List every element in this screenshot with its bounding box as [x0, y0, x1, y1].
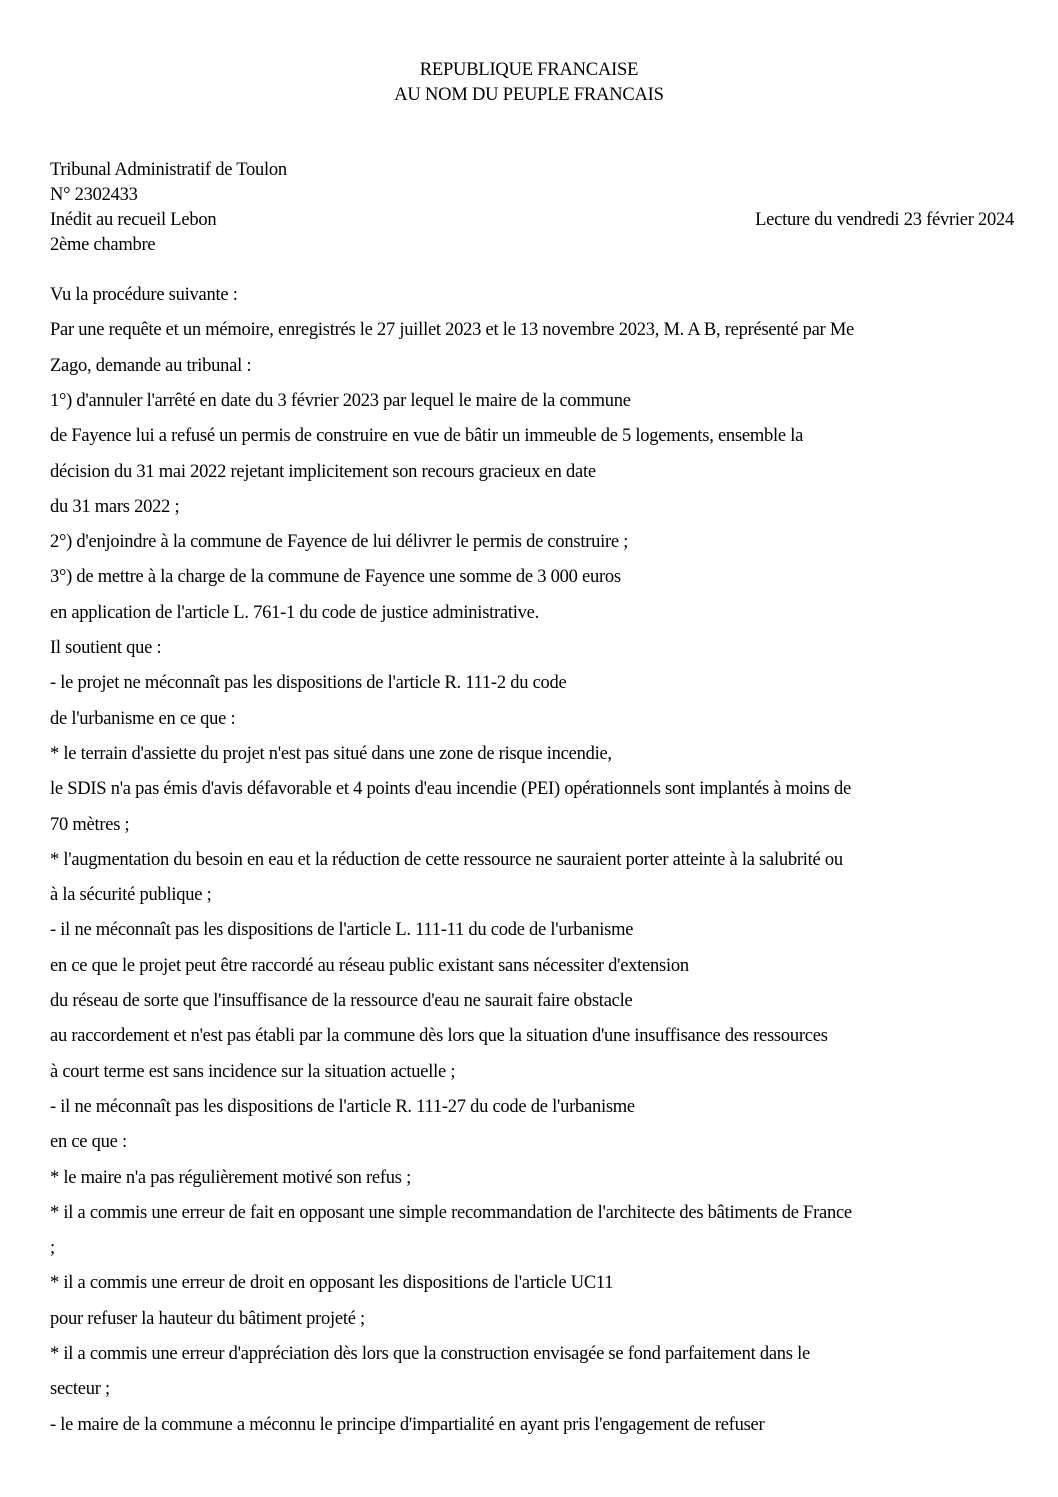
body-line: le SDIS n'a pas émis d'avis défavorable et 4 points d'eau incendie (PEI) opérationnels sont implantés à moins de — [50, 779, 851, 799]
body-line: 70 mètres ; — [50, 815, 130, 835]
body-line: de Fayence lui a refusé un permis de construire en vue de bâtir un immeuble de 5 logements, ensemble la — [50, 426, 804, 446]
body-line: à court terme est sans incidence sur la situation actuelle ; — [50, 1062, 456, 1082]
body-line: - le maire de la commune a méconnu le principe d'impartialité en ayant pris l'engagement de refuser — [50, 1415, 765, 1435]
body-line: 1°) d'annuler l'arrêté en date du 3 février 2023 par lequel le maire de la commune — [50, 391, 631, 411]
body-line: à la sécurité publique ; — [50, 885, 212, 905]
body-line: en application de l'article L. 761-1 du code de justice administrative. — [50, 603, 540, 623]
header-republique: REPUBLIQUE FRANCAISE — [419, 60, 639, 80]
body-line: du 31 mars 2022 ; — [50, 497, 180, 517]
body-line: 2°) d'enjoindre à la commune de Fayence de lui délivrer le permis de construire ; — [50, 532, 629, 552]
court-name: Tribunal Administratif de Toulon — [50, 160, 287, 180]
body-line: * il a commis une erreur de droit en opposant les dispositions de l'article UC11 — [50, 1273, 614, 1293]
body-line: * le maire n'a pas régulièrement motivé son refus ; — [50, 1168, 411, 1188]
body-line: Il soutient que : — [50, 638, 162, 658]
body-line: 3°) de mettre à la charge de la commune de Fayence une somme de 3 000 euros — [50, 567, 621, 587]
reading-date: Lecture du vendredi 23 février 2024 — [755, 210, 1014, 230]
body-line: - il ne méconnaît pas les dispositions de l'article L. 111-11 du code de l'urbanisme — [50, 920, 634, 940]
body-line: du réseau de sorte que l'insuffisance de la ressource d'eau ne saurait faire obstacle — [50, 991, 633, 1011]
body-line: - le projet ne méconnaît pas les dispositions de l'article R. 111-2 du code — [50, 673, 567, 693]
body-line: en ce que : — [50, 1132, 127, 1152]
body-line: * il a commis une erreur de fait en opposant une simple recommandation de l'architecte des bâtiments de France — [50, 1203, 852, 1223]
chamber: 2ème chambre — [50, 235, 156, 255]
body-line: pour refuser la hauteur du bâtiment projeté ; — [50, 1309, 365, 1329]
body-line: Par une requête et un mémoire, enregistrés le 27 juillet 2023 et le 13 novembre 2023, M. A B, représenté par Me — [50, 320, 855, 340]
body-line: Zago, demande au tribunal : — [50, 356, 252, 376]
case-number: N° 2302433 — [50, 185, 138, 205]
body-line: décision du 31 mai 2022 rejetant implicitement son recours gracieux en date — [50, 462, 596, 482]
body-line: * il a commis une erreur d'appréciation dès lors que la construction envisagée se fond parfaitement dans le — [50, 1344, 810, 1364]
body-line: secteur ; — [50, 1379, 110, 1399]
body-line: - il ne méconnaît pas les dispositions de l'article R. 111-27 du code de l'urbanisme — [50, 1097, 635, 1117]
body-line: en ce que le projet peut être raccordé au réseau public existant sans nécessiter d'extension — [50, 956, 689, 976]
body-line: au raccordement et n'est pas établi par la commune dès lors que la situation d'une insuffisance des ressources — [50, 1026, 828, 1046]
body-line: Vu la procédure suivante : — [50, 285, 238, 305]
body-line: de l'urbanisme en ce que : — [50, 709, 236, 729]
body-line: * le terrain d'assiette du projet n'est pas situé dans une zone de risque incendie, — [50, 744, 612, 764]
publication-status: Inédit au recueil Lebon — [50, 210, 217, 230]
body-line: ; — [50, 1238, 55, 1258]
header-au-nom-du-peuple: AU NOM DU PEUPLE FRANCAIS — [394, 85, 664, 105]
body-line: * l'augmentation du besoin en eau et la réduction de cette ressource ne sauraient porter atteinte à la salubrité ou — [50, 850, 843, 870]
